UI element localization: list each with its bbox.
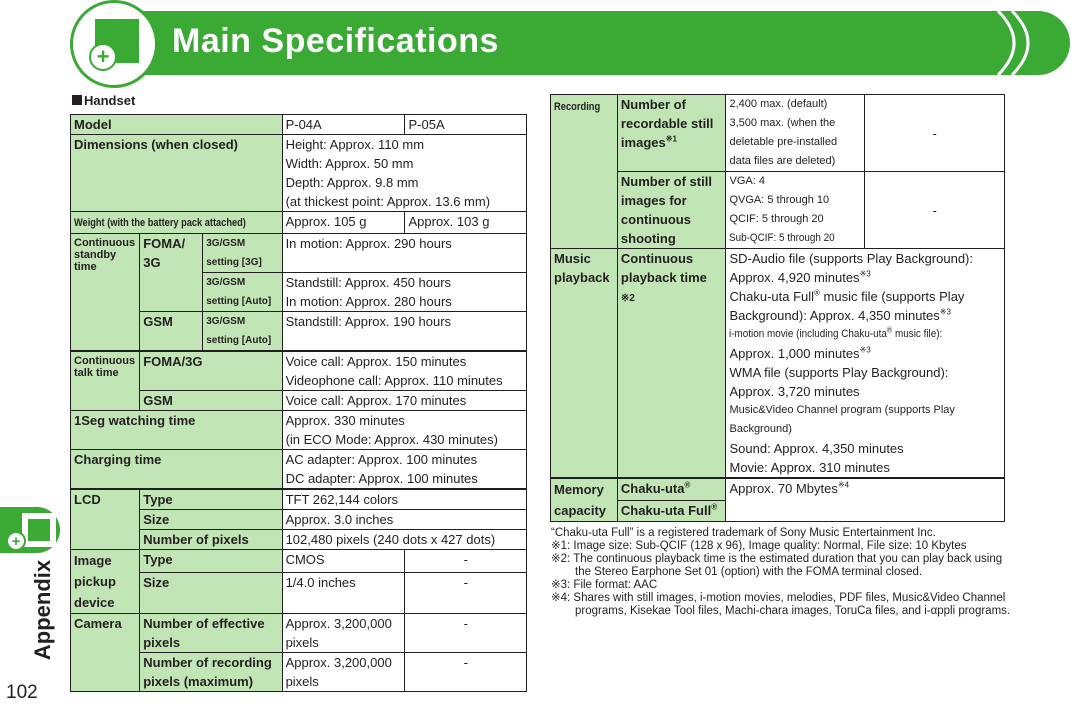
table-row: Number of still images for continuous shooting VGA: 4 QVGA: 5 through 10 QCIF: 5 through 20 Sub-QCIF: 5 through 20 -: [551, 172, 1005, 249]
side-tab: [0, 507, 60, 553]
table-row: Memory capacity Chaku-uta® Approx. 70 Mbytes$^{※4}$: [551, 478, 1005, 500]
appendix-label: Appendix: [30, 559, 55, 661]
table-row: LCD Type TFT 262,144 colors: [71, 489, 527, 510]
footnotes: “Chaku-uta Full” is a registered trademark of Sony Music Entertainment Inc. ※1: Image size: Sub-QCIF (128 x 96), Image quality: Normal, File size: 10 Kbytes ※2: The continuous playback time is the estimated duration that you can play back using the Stereo Earphone Set 01 (option) with the FOMA terminal closed. ※3: File format: AAC ※4: Shares with still images, i-motion movies, melodies, PDF files, Music&Video Channel programs, Kisekae Tool files, Machi-chara images, ToruCa files, and i-αppli programs.: [551, 527, 1011, 617]
square-bullet-icon: [72, 95, 82, 105]
table-row: Chaku-uta Full®: [551, 500, 1005, 521]
table-row: Image pickup device Type CMOS -: [71, 550, 527, 573]
plus-icon: +: [89, 43, 117, 71]
table-row: Camera Number of effective pixels Approx. 3,200,000 pixels -: [71, 614, 527, 653]
table-row: 1Seg watching time Approx. 330 minutes (in ECO Mode: Approx. 430 minutes): [71, 411, 527, 450]
table-row: Number of pixels 102,480 pixels (240 dots x 427 dots): [71, 530, 527, 550]
spec-table-left: [70, 114, 527, 692]
table-row: Continuous talk time FOMA/3G Voice call: Approx. 150 minutes Videophone call: Approx. 110 minutes: [71, 351, 527, 391]
header-logo: [70, 0, 158, 88]
section-heading: Handset: [72, 93, 135, 108]
table-row: Model P-04A P-05A: [71, 115, 527, 135]
table-row: Size 1/4.0 inches -: [71, 573, 527, 614]
page-title: Main Specifications: [172, 22, 499, 60]
table-row: 3G/GSM setting [Auto] Standstill: Approx. 450 hours In motion: Approx. 280 hours: [71, 273, 527, 312]
double-chevron-icon: [996, 11, 1036, 75]
table-row: Size Approx. 3.0 inches: [71, 510, 527, 530]
plus-icon: +: [6, 531, 26, 551]
table-row: Continuous standby time FOMA/ 3G 3G/GSM setting [3G] In motion: Approx. 290 hours: [71, 234, 527, 273]
table-row: Music playback Continuous playback time ※2 SD-Audio file (supports Play Background): Approx. 4,920 minutes$^{※3}$ Chaku-uta Full® music file (supports Play Background): Approx. 4,350 minutes$^{※3}$ i-motion movie (including Chaku-uta® music file): Approx. 1,000 minutes$^{※3}$ WMA file (supports Play Background): Approx. 3,720 minutes Music&Video Channel program (supports Play Background) Sound: Approx. 4,350 minutes Movie: Approx. 310 minutes: [551, 249, 1005, 479]
table-row: Charging time AC adapter: Approx. 100 minutes DC adapter: Approx. 100 minutes: [71, 450, 527, 490]
spec-table-right: [550, 94, 1005, 522]
table-row: GSM Voice call: Approx. 170 minutes: [71, 391, 527, 411]
table-row: Dimensions (when closed) Height: Approx. 110 mm Width: Approx. 50 mm Depth: Approx. 9.8 mm (at thickest point: Approx. 13.6 mm): [71, 135, 527, 212]
table-row: Number of recording pixels (maximum) Approx. 3,200,000 pixels -: [71, 653, 527, 692]
table-row: Recording Number of recordable still images$^{※1}$ 2,400 max. (default) 3,500 max. (when the deletable pre-installed data files are deleted) -: [551, 95, 1005, 172]
table-row: GSM 3G/GSM setting [Auto] Standstill: Approx. 190 hours: [71, 312, 527, 352]
page-number: 102: [6, 682, 38, 703]
table-row: Weight (with the battery pack attached) Approx. 105 g Approx. 103 g: [71, 212, 527, 234]
